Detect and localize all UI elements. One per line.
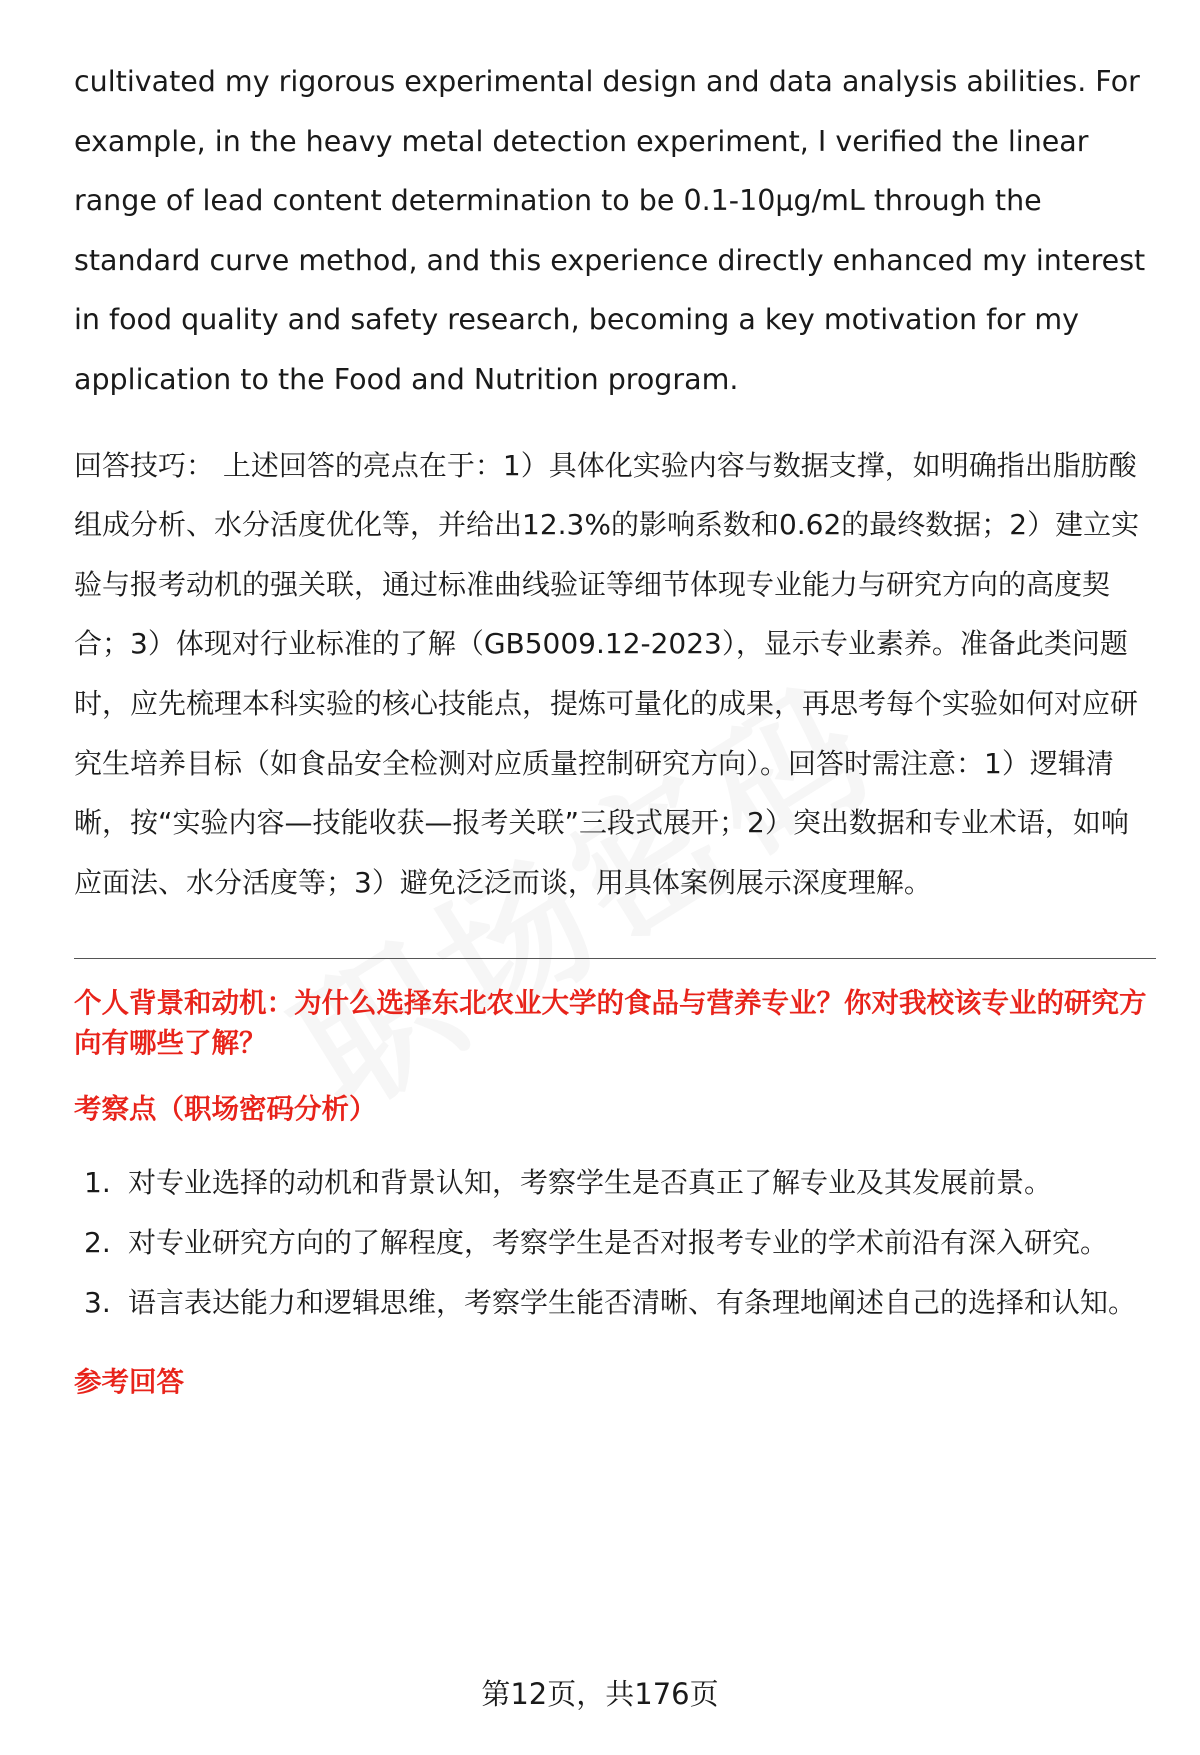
page-content [74, 52, 1156, 1402]
list-item-text: 对专业研究方向的了解程度，考察学生是否对报考专业的学术前沿有深入研究。 [128, 1225, 1109, 1259]
list-item-text: 语言表达能力和逻辑思维，考察学生能否清晰、有条理地阐述自己的选择和认知。 [128, 1285, 1137, 1319]
english-answer-paragraph: cultivated my rigorous experimental design and data analysis abilities. For example, in the heavy metal detection experiment, I verified the linear range of lead content determination to be 0.1-10μg/mL through the standard curve method, and this experience directly enhanced my interest in food quality and safety research, becoming a key motivation for my application to the Food and Nutrition program. [74, 65, 1146, 396]
assessment-points-list [74, 1153, 1156, 1332]
list-item [74, 1153, 1156, 1213]
list-item-number: 2. [84, 1225, 111, 1259]
list-item-text: 对专业选择的动机和背景认知，考察学生是否真正了解专业及其发展前景。 [128, 1166, 1053, 1200]
section-divider [74, 958, 1156, 959]
page-number-footer: 第12页，共176页 [481, 1677, 719, 1711]
assessment-heading: 考察点（职场密码分析） [74, 1093, 377, 1126]
list-item-number: 3. [84, 1285, 111, 1319]
answer-tips-paragraph: 回答技巧： 上述回答的亮点在于：1）具体化实验内容与数据支撑，如明确指出脂肪酸组成分析、水分活度优化等，并给出12.3%的影响系数和0.62的最终数据；2）建立实验与报考动机的强关联，通过标准曲线验证等细节体现专业能力与研究方向的高度契合；3）体现对行业标准的了解（GB5009.12-2023），显示专业素养。准备此类问题时，应先梳理本科实验的核心技能点，提炼可量化的成果，再思考每个实验如何对应研究生培养目标（如食品安全检测对应质量控制研究方向）。回答时需注意：1）逻辑清晰，按“实验内容—技能收获—报考关联”三段式展开；2）突出数据和专业术语，如响应面法、水分活度等；3）避免泛泛而谈，用具体案例展示深度理解。 [74, 448, 1140, 899]
list-item-number: 1. [84, 1166, 111, 1200]
reference-answer-heading: 参考回答 [74, 1366, 184, 1399]
list-item [74, 1213, 1156, 1273]
question-title: 个人背景和动机：为什么选择东北农业大学的食品与营养专业？你对我校该专业的研究方向有哪些了解？ [74, 987, 1147, 1060]
list-item [74, 1273, 1156, 1333]
